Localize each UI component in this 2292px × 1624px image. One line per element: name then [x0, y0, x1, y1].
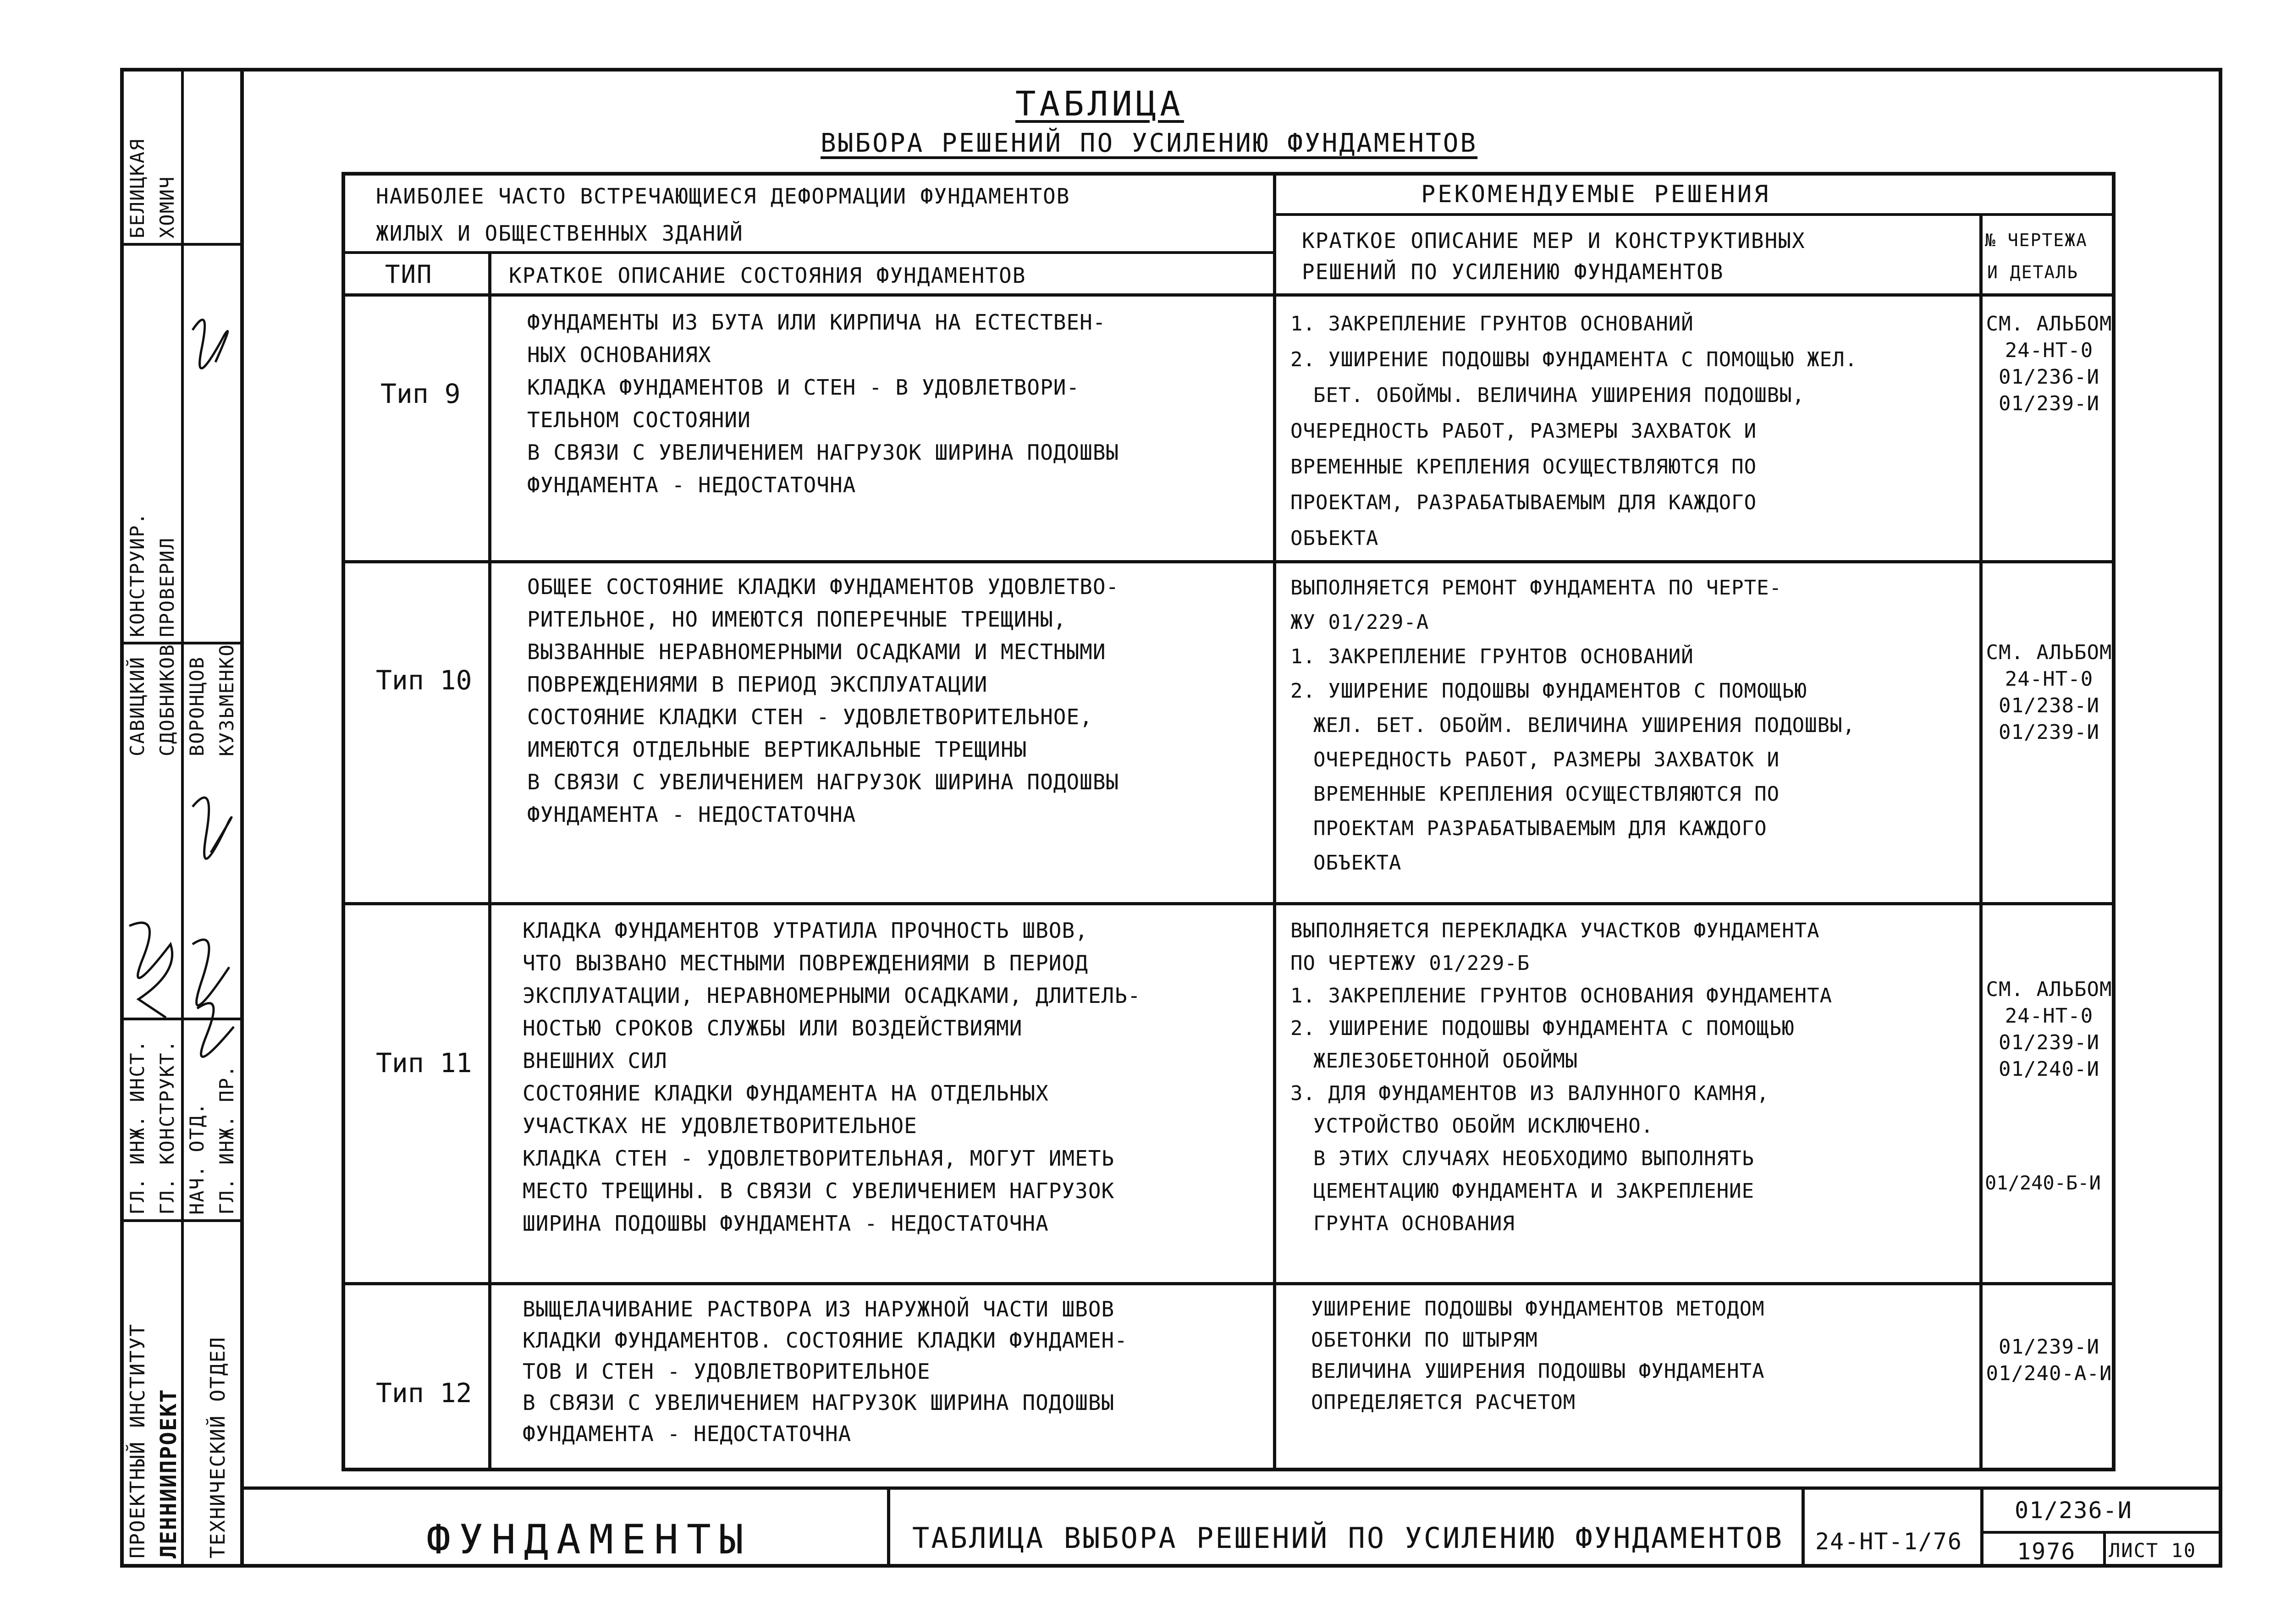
- row-refs: [1983, 1334, 2116, 1387]
- stamp-name-designed: БЕЛИЦКАЯ: [126, 138, 149, 238]
- state-line: ФУНДАМЕНТА - НЕДОСТАТОЧНА: [527, 473, 856, 497]
- stamp-department: ТЕХНИЧЕСКИЙ ОТДЕЛ: [206, 1336, 230, 1558]
- section-title: ФУНДАМЕНТЫ: [426, 1516, 752, 1563]
- measure-line: 3. ДЛЯ ФУНДАМЕНТОВ ИЗ ВАЛУННОГО КАМНЯ,: [1290, 1082, 1769, 1105]
- stamp-institute-name: ЛЕННИИПРОЕКТ: [156, 1388, 182, 1558]
- table-row-divider: [342, 902, 2116, 905]
- state-line: КЛАДКА ФУНДАМЕНТОВ И СТЕН - В УДОВЛЕТВОРИ-: [527, 375, 1080, 400]
- stamp-role: ГЛ. ИНЖ. ИНСТ.: [126, 1039, 149, 1215]
- row-measures-text: [1311, 1294, 1765, 1418]
- state-line: РИТЕЛЬНОЕ, НО ИМЕЮТСЯ ПОПЕРЕЧНЫЕ ТРЕЩИНЫ,: [527, 607, 1067, 632]
- ref-line: 01/236-И: [1999, 365, 2099, 389]
- state-line: ИМЕЮТСЯ ОТДЕЛЬНЫЕ ВЕРТИКАЛЬНЫЕ ТРЕЩИНЫ: [527, 737, 1027, 762]
- state-line: ПОВРЕЖДЕНИЯМИ В ПЕРИОД ЭКСПЛУАТАЦИИ: [527, 672, 988, 697]
- row-measures-text: [1290, 914, 1832, 1240]
- measure-line: 2. УШИРЕНИЕ ПОДОШВЫ ФУНДАМЕНТА С ПОМОЩЬЮ ЖЕЛ.: [1290, 348, 1858, 371]
- signature-marks: [120, 908, 184, 1045]
- measure-line: ВЫПОЛНЯЕТСЯ ПЕРЕКЛАДКА УЧАСТКОВ ФУНДАМЕНТА: [1290, 919, 1820, 942]
- year: 1976: [2017, 1538, 2076, 1565]
- header-deformations-2: ЖИЛЫХ И ОБЩЕСТВЕННЫХ ЗДАНИЙ: [376, 221, 744, 246]
- state-line: СОСТОЯНИЕ КЛАДКИ ФУНДАМЕНТА НА ОТДЕЛЬНЫХ: [523, 1081, 1049, 1106]
- measure-line: ПРОЕКТАМ РАЗРАБАТЫВАЕМЫМ ДЛЯ КАЖДОГО: [1313, 817, 1767, 840]
- row-refs: [1983, 311, 2116, 417]
- measure-line: УСТРОЙСТВО ОБОЙМ ИСКЛЮЧЕНО.: [1313, 1114, 1654, 1138]
- ref-line: 24-НТ-0: [2005, 667, 2094, 691]
- measure-line: ВРЕМЕННЫЕ КРЕПЛЕНИЯ ОСУЩЕСТВЛЯЮТСЯ ПО: [1290, 455, 1757, 479]
- state-line: ФУНДАМЕНТА - НЕДОСТАТОЧНА: [523, 1421, 852, 1446]
- measure-line: ЖЕЛЕЗОБЕТОННОЙ ОБОЙМЫ: [1313, 1049, 1578, 1073]
- row-type: Тип 9: [380, 378, 461, 409]
- stamp-name: КУЗЬМЕНКО: [215, 644, 238, 756]
- ref-line: СМ. АЛЬБОМ: [1986, 978, 2112, 1001]
- measure-line: ОБЪЕКТА: [1313, 851, 1402, 875]
- stamp-divider: [120, 243, 244, 246]
- state-line: НЫХ ОСНОВАНИЯХ: [527, 342, 711, 367]
- ref-line: СМ. АЛЬБОМ: [1986, 312, 2112, 336]
- state-line: В СВЯЗИ С УВЕЛИЧЕНИЕМ НАГРУЗОК ШИРИНА ПОДОШВЫ: [527, 440, 1119, 465]
- ref-line: 01/239-И: [1999, 1335, 2099, 1359]
- stamp-name-checked: ХОМИЧ: [156, 176, 178, 238]
- stamp-divider: [120, 1219, 244, 1222]
- state-line: ТЕЛЬНОМ СОСТОЯНИИ: [527, 407, 751, 432]
- title-block-top: [244, 1486, 2222, 1490]
- state-line: ЭКСПЛУАТАЦИИ, НЕРАВНОМЕРНЫМИ ОСАДКАМИ, ДЛИТЕЛЬ-: [523, 983, 1141, 1008]
- stamp-role-checked: ПРОВЕРИЛ: [156, 537, 178, 637]
- measure-line: ОПРЕДЕЛЯЕТСЯ РАСЧЕТОМ: [1311, 1391, 1576, 1414]
- state-line: НОСТЬЮ СРОКОВ СЛУЖБЫ ИЛИ ВОЗДЕЙСТВИЯМИ: [523, 1016, 1023, 1040]
- column-header-measures: КРАТКОЕ ОПИСАНИЕ МЕР И КОНСТРУКТИВНЫХ: [1302, 228, 1806, 253]
- stamp-role-designed: КОНСТРУИР.: [126, 512, 149, 637]
- state-line: ВЫЩЕЛАЧИВАНИЕ РАСТВОРА ИЗ НАРУЖНОЙ ЧАСТИ ШВОВ: [523, 1297, 1115, 1321]
- signature-marks: [183, 293, 243, 1063]
- column-header-drawing: № ЧЕРТЕЖА: [1985, 230, 2088, 250]
- measure-line: ОБЕТОНКИ ПО ШТЫРЯМ: [1311, 1328, 1538, 1352]
- row-state-text: [527, 306, 1119, 501]
- row-ref-extra: 01/240-Б-И: [1985, 1172, 2101, 1194]
- ref-line: 24-НТ-0: [2005, 339, 2094, 362]
- table-col-divider: [488, 251, 491, 1471]
- column-header-type: ТИП: [385, 260, 433, 289]
- measure-line: ЦЕМЕНТАЦИЮ ФУНДАМЕНТА И ЗАКРЕПЛЕНИЕ: [1313, 1179, 1755, 1203]
- row-type: Тип 10: [376, 665, 472, 696]
- row-measures-text: [1290, 306, 1857, 556]
- measure-line: ЖУ 01/229-А: [1290, 611, 1429, 634]
- state-line: МЕСТО ТРЕЩИНЫ. В СВЯЗИ С УВЕЛИЧЕНИЕМ НАГРУЗОК: [523, 1178, 1115, 1203]
- column-header-state: КРАТКОЕ ОПИСАНИЕ СОСТОЯНИЯ ФУНДАМЕНТОВ: [509, 263, 1026, 288]
- sheet-number: ЛИСТ 10: [2109, 1539, 2197, 1562]
- state-line: ЧТО ВЫЗВАНО МЕСТНЫМИ ПОВРЕЖДЕНИЯМИ В ПЕРИОД: [523, 951, 1088, 975]
- state-line: В СВЯЗИ С УВЕЛИЧЕНИЕМ НАГРУЗОК ШИРИНА ПОДОШВЫ: [523, 1390, 1115, 1415]
- stamp-name: САВИЦКИЙ: [126, 656, 149, 756]
- measure-line: 1. ЗАКРЕПЛЕНИЕ ГРУНТОВ ОСНОВАНИЯ ФУНДАМЕНТА: [1290, 984, 1833, 1007]
- measure-line: ПО ЧЕРТЕЖУ 01/229-Б: [1290, 952, 1530, 975]
- state-line: СОСТОЯНИЕ КЛАДКИ СТЕН - УДОВЛЕТВОРИТЕЛЬНОЕ,: [527, 705, 1093, 729]
- measure-line: БЕТ. ОБОЙМЫ. ВЕЛИЧИНА УШИРЕНИЯ ПОДОШВЫ,: [1313, 384, 1805, 407]
- row-type: Тип 12: [376, 1377, 472, 1409]
- table-row-divider: [342, 251, 1276, 254]
- ref-line: 01/239-И: [1999, 1031, 2099, 1054]
- measure-line: ГРУНТА ОСНОВАНИЯ: [1313, 1212, 1515, 1235]
- page-title: ТАБЛИЦА: [1015, 84, 1184, 124]
- stamp-role: ГЛ. КОНСТРУКТ.: [156, 1039, 178, 1215]
- measure-line: ОЧЕРЕДНОСТЬ РАБОТ, РАЗМЕРЫ ЗАХВАТОК И: [1290, 419, 1757, 443]
- title-block-divider: [2103, 1531, 2106, 1568]
- measure-line: 2. УШИРЕНИЕ ПОДОШВЫ ФУНДАМЕНТОВ С ПОМОЩЬЮ: [1290, 679, 1807, 703]
- drawing-number: 01/236-И: [2015, 1497, 2132, 1524]
- table-row-divider: [342, 293, 2116, 297]
- state-line: КЛАДКА СТЕН - УДОВЛЕТВОРИТЕЛЬНАЯ, МОГУТ ИМЕТЬ: [523, 1146, 1115, 1171]
- state-line: ОБЩЕЕ СОСТОЯНИЕ КЛАДКИ ФУНДАМЕНТОВ УДОВЛЕТВО-: [527, 574, 1119, 599]
- stamp-role: ГЛ. ИНЖ. ПР.: [215, 1064, 238, 1215]
- state-line: КЛАДКИ ФУНДАМЕНТОВ. СОСТОЯНИЕ КЛАДКИ ФУНДАМЕН-: [523, 1328, 1128, 1353]
- measure-line: ЖЕЛ. БЕТ. ОБОЙМ. ВЕЛИЧИНА УШИРЕНИЯ ПОДОШВЫ,: [1313, 714, 1856, 737]
- measure-line: ОЧЕРЕДНОСТЬ РАБОТ, РАЗМЕРЫ ЗАХВАТОК И: [1313, 748, 1780, 771]
- row-measures-text: [1290, 571, 1855, 880]
- measure-line: УШИРЕНИЕ ПОДОШВЫ ФУНДАМЕНТОВ МЕТОДОМ: [1311, 1297, 1765, 1321]
- stamp-name: СДОБНИКОВ: [156, 644, 178, 756]
- ref-line: 01/239-И: [1999, 721, 2099, 744]
- stamp-role: НАЧ. ОТД.: [186, 1102, 208, 1215]
- header-recommended: РЕКОМЕНДУЕМЫЕ РЕШЕНИЯ: [1421, 181, 1771, 208]
- measure-line: В ЭТИХ СЛУЧАЯХ НЕОБХОДИМО ВЫПОЛНЯТЬ: [1313, 1147, 1755, 1170]
- measure-line: ОБЪЕКТА: [1290, 527, 1379, 550]
- title-block-divider: [1980, 1531, 2222, 1534]
- state-line: ВЫЗВАННЫЕ НЕРАВНОМЕРНЫМИ ОСАДКАМИ И МЕСТНЫМИ: [527, 639, 1106, 664]
- stamp-name: ВОРОНЦОВ: [186, 656, 208, 756]
- album-code: 24-НТ-1/76: [1815, 1528, 1963, 1555]
- state-line: УЧАСТКАХ НЕ УДОВЛЕТВОРИТЕЛЬНОЕ: [523, 1113, 917, 1138]
- table-row-divider: [342, 560, 2116, 563]
- state-line: ВНЕШНИХ СИЛ: [523, 1048, 667, 1073]
- stamp-institute: ПРОЕКТНЫЙ ИНСТИТУТ: [126, 1323, 149, 1558]
- table-row-divider: [1273, 213, 2116, 216]
- column-header-drawing: И ДЕТАЛЬ: [1987, 262, 2079, 282]
- measure-line: 2. УШИРЕНИЕ ПОДОШВЫ ФУНДАМЕНТА С ПОМОЩЬЮ: [1290, 1017, 1795, 1040]
- row-state-text: [523, 1294, 1128, 1449]
- row-type: Тип 11: [376, 1047, 472, 1079]
- state-line: В СВЯЗИ С УВЕЛИЧЕНИЕМ НАГРУЗОК ШИРИНА ПОДОШВЫ: [527, 770, 1119, 794]
- measure-line: ВЕЛИЧИНА УШИРЕНИЯ ПОДОШВЫ ФУНДАМЕНТА: [1311, 1360, 1765, 1383]
- ref-line: СМ. АЛЬБОМ: [1986, 641, 2112, 664]
- table-col-divider: [1273, 172, 1276, 1471]
- row-state-text: [527, 571, 1119, 831]
- ref-line: 01/238-И: [1999, 694, 2099, 717]
- state-line: ФУНДАМЕНТА - НЕДОСТАТОЧНА: [527, 802, 856, 827]
- measure-line: ПРОЕКТАМ, РАЗРАБАТЫВАЕМЫМ ДЛЯ КАЖДОГО: [1290, 491, 1757, 514]
- sheet-title: ТАБЛИЦА ВЫБОРА РЕШЕНИЙ ПО УСИЛЕНИЮ ФУНДАМЕНТОВ: [912, 1521, 1784, 1555]
- measure-line: ВРЕМЕННЫЕ КРЕПЛЕНИЯ ОСУЩЕСТВЛЯЮТСЯ ПО: [1313, 782, 1780, 806]
- state-line: ФУНДАМЕНТЫ ИЗ БУТА ИЛИ КИРПИЧА НА ЕСТЕСТВЕН-: [527, 310, 1106, 335]
- table-row-divider: [342, 1282, 2116, 1285]
- header-deformations: НАИБОЛЕЕ ЧАСТО ВСТРЕЧАЮЩИЕСЯ ДЕФОРМАЦИИ ФУНДАМЕНТОВ: [376, 184, 1070, 209]
- title-block-divider: [887, 1486, 890, 1568]
- ref-line: 01/239-И: [1999, 392, 2099, 415]
- ref-line: 01/240-И: [1999, 1057, 2099, 1081]
- measure-line: 1. ЗАКРЕПЛЕНИЕ ГРУНТОВ ОСНОВАНИЙ: [1290, 645, 1694, 668]
- row-refs: [1983, 639, 2116, 746]
- title-block-divider: [1980, 1486, 1983, 1568]
- ref-line: 24-НТ-0: [2005, 1004, 2094, 1028]
- state-line: ШИРИНА ПОДОШВЫ ФУНДАМЕНТА - НЕДОСТАТОЧНА: [523, 1211, 1049, 1236]
- row-state-text: [523, 914, 1141, 1240]
- row-refs: [1983, 976, 2116, 1083]
- state-line: КЛАДКА ФУНДАМЕНТОВ УТРАТИЛА ПРОЧНОСТЬ ШВОВ,: [523, 918, 1088, 943]
- measure-line: 1. ЗАКРЕПЛЕНИЕ ГРУНТОВ ОСНОВАНИЙ: [1290, 312, 1694, 336]
- state-line: ТОВ И СТЕН - УДОВЛЕТВОРИТЕЛЬНОЕ: [523, 1359, 931, 1384]
- column-header-measures: РЕШЕНИЙ ПО УСИЛЕНИЮ ФУНДАМЕНТОВ: [1302, 259, 1724, 284]
- measure-line: ВЫПОЛНЯЕТСЯ РЕМОНТ ФУНДАМЕНТА ПО ЧЕРТЕ-: [1290, 576, 1782, 600]
- page-subtitle: ВЫБОРА РЕШЕНИЙ ПО УСИЛЕНИЮ ФУНДАМЕНТОВ: [821, 128, 1478, 158]
- ref-line: 01/240-А-И: [1986, 1362, 2112, 1385]
- title-block-divider: [1802, 1486, 1805, 1568]
